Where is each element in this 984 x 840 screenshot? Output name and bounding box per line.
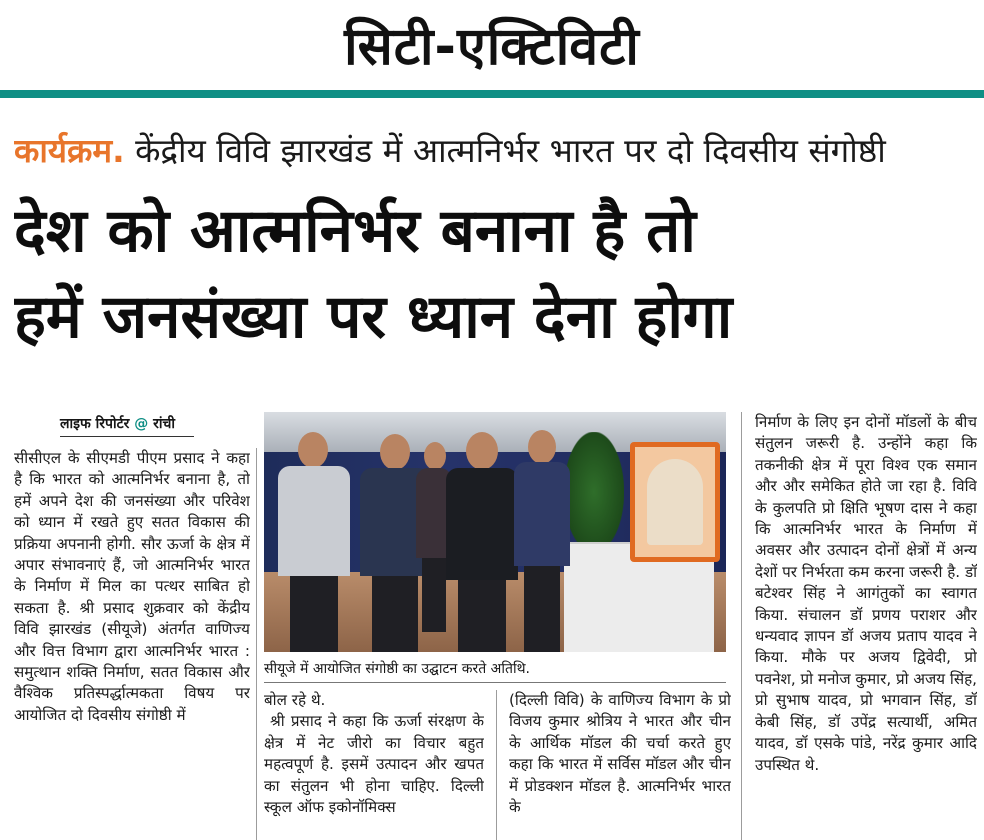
column-divider bbox=[496, 690, 497, 840]
byline-city: रांची bbox=[153, 416, 175, 432]
article-column-2 bbox=[264, 690, 484, 840]
guest-figure bbox=[510, 430, 572, 652]
headline bbox=[14, 188, 974, 360]
article-column-3 bbox=[509, 690, 731, 840]
article-column-1 bbox=[14, 448, 250, 840]
byline-reporter: लाइफ रिपोर्टर bbox=[60, 416, 130, 432]
column-divider bbox=[741, 412, 742, 840]
kicker-label: कार्यक्रम. bbox=[14, 131, 125, 170]
byline-underline bbox=[60, 436, 194, 437]
kicker bbox=[14, 124, 974, 178]
article-paragraph: निर्माण के लिए इन दोनों मॉडलों के बीच संतुलन जरूरी है. उन्होंने कहा कि तकनीकी क्षेत्र में पूरा विश्व एक समान और और समेकित होते जा रहा है. विवि के कुलपति प्रो क्षिति भूषण दास ने कहा कि आत्मनिर्भर भारत के निर्माण में अवसर और उत्पादन दोनों क्षेत्रों में अन्य देशों पर निर्भरता कम करना जरूरी है. डॉ बटेश्वर सिंह ने आगंतुकों का स्वागत किया. संचालन डॉ प्रणय पराशर और धन्यवाद ज्ञापन डॉ अजय प्रताप यादव ने किया. मौके पर अजय द्विवेदी, प्रो पवनेश, प्रो मनोज कुमार, प्रो अजय सिंह, प्रो सुभाष यादव, प्रो भगवान सिंह, डॉ केबी सिंह, डॉ उपेंद्र सत्यार्थी, अमित यादव, डॉ एसके पांडे, नरेंद्र कुमार आदि उपस्थित थे. bbox=[755, 413, 977, 774]
news-photo bbox=[264, 412, 726, 652]
article-paragraph: सीसीएल के सीएमडी पीएम प्रसाद ने कहा है कि भारत को आत्मनिर्भर बनाना है, तो हमें अपने देश की जनसंख्या और परिवेश को ध्यान में रखते हुए सतत विकास की प्रक्रिया अपनानी होगी. सौर ऊर्जा के क्षेत्र में अपार संभावनाएं हैं, जो आत्मनिर्भर भारत के निर्माण में मिल का पत्थर साबित हो सकता है. श्री प्रसाद शुक्रवार को केंद्रीय विवि झारखंड (सीयूजे) अंतर्गत वाणिज्य और वित्त विभाग द्वारा आत्मनिर्भर भारत : समुत्थान शक्ति निर्माण, सतत विकास और वैश्विक प्रतिस्पर्द्धात्मकता विषय पर आयोजित दो दिवसीय संगोष्ठी में bbox=[14, 449, 250, 724]
article-column-4 bbox=[755, 412, 977, 840]
byline-at: @ bbox=[134, 416, 149, 432]
section-title: सिटी-एक्टिविटी bbox=[344, 17, 640, 77]
photo-caption: सीयूजे में आयोजित संगोष्ठी का उद्घाटन करते अतिथि. bbox=[264, 661, 530, 677]
article-paragraph: श्री प्रसाद ने कहा कि ऊर्जा संरक्षण के क्षेत्र में नेट जीरो का विचार बहुत महत्वपूर्ण है. इसमें उत्पादन और खपत का संतुलन भी होना चाहिए. दिल्ली स्कूल ऑफ इकोनॉमिक्स bbox=[264, 712, 484, 817]
headline-line-1: देश को आत्मनिर्भर बनाना है तो bbox=[14, 196, 696, 266]
guest-figure bbox=[274, 432, 354, 652]
plant-decoration bbox=[564, 432, 624, 552]
byline bbox=[60, 412, 250, 436]
article-paragraph: बोल रहे थे. bbox=[264, 691, 326, 709]
column-divider bbox=[256, 448, 257, 840]
kicker-text: केंद्रीय विवि झारखंड में आत्मनिर्भर भारत पर दो दिवसीय संगोष्ठी bbox=[135, 131, 886, 170]
garlanded-portrait bbox=[630, 442, 720, 562]
section-divider bbox=[0, 90, 984, 98]
headline-line-2: हमें जनसंख्या पर ध्यान देना होगा bbox=[14, 282, 733, 352]
caption-divider bbox=[264, 682, 726, 683]
article-paragraph: (दिल्ली विवि) के वाणिज्य विभाग के प्रो विजय कुमार श्रोत्रिय ने भारत और चीन के आर्थिक मॉडल की चर्चा करते हुए कहा कि भारत में सर्विस मॉडल और चीन में प्रोडक्शन मॉडल है. आत्मनिर्भर भारत के bbox=[509, 691, 731, 817]
